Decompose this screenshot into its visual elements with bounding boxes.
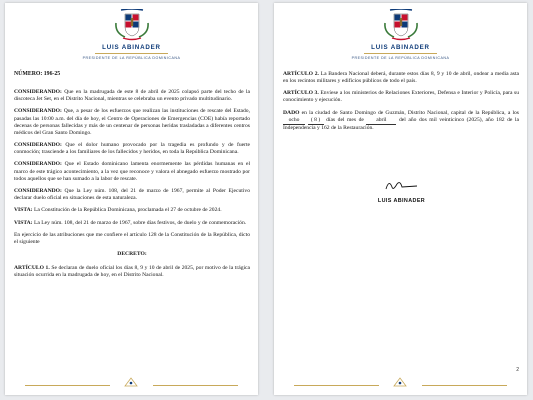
articulo-2-label: ARTÍCULO 2. [283, 71, 319, 77]
articulo-3-text: Envíese a los ministerios de Relaciones Exteriores, Defensa e Interior y Policía, para su conocimiento y ejecución. [283, 90, 520, 104]
day-number-field: ( 8 ) [308, 117, 324, 125]
considerando-label: CONSIDERANDO: [14, 161, 62, 168]
articulo-1 [14, 265, 250, 279]
footer-line-right [153, 385, 238, 386]
vista-1-text: La Constitución de la República Dominicana, proclamada el 27 de octubre de 2024. [33, 207, 222, 214]
articulo-1-label: ARTÍCULO 1. [14, 265, 50, 272]
articulo-1-text: Se declaran de duelo oficial los días 8, 9 y 10 de abril de 2025, por motivo de la trágica situación ocurrida en la madrugada de hoy, en el Distrito Nacional. [14, 265, 251, 279]
header-name: LUIS ABINADER [102, 44, 161, 51]
header-subtitle: PRESIDENTE DE LA REPÚBLICA DOMINICANA [82, 56, 181, 60]
page-footer [274, 377, 527, 387]
footer-line-right [422, 385, 507, 386]
dado-text-b: días del mes de [326, 116, 364, 123]
page-footer [5, 377, 258, 387]
day-words-field: ocho [283, 117, 305, 125]
dado-text-c: del año dos mil veinticinco (2025), año 182 de la Independencia y 162 de la Restauración. [283, 116, 519, 131]
footer-line-left [294, 385, 379, 386]
decree-body-page-2 [283, 71, 519, 137]
considerando-1-text: Que en la madrugada de este 8 de abril de 2025 colapsó parte del techo de la discoteca Jet Set, en el Distrito Nacional, mientras se celebraba un evento privado multitudinario. [14, 89, 250, 103]
dado-paragraph [283, 110, 519, 132]
considerando-3-text: Que el dolor humano provocado por la tragedia es profundo y de fuerte conmoción; trasciende a los familiares de los fallecidos y heridos, en toda la República Dominicana. [14, 142, 250, 156]
coat-of-arms-icon [382, 9, 420, 41]
document-page-2 [274, 3, 527, 395]
considerando-5-text: Que la Ley núm. 108, del 21 de marzo de 1967, permite al Poder Ejecutivo declarar duelo oficial en situaciones de esta naturaleza. [14, 187, 250, 201]
considerando-label: CONSIDERANDO: [14, 187, 62, 194]
articulo-3 [283, 90, 519, 104]
considerando-label: CONSIDERANDO: [14, 108, 62, 115]
ejercicio-paragraph: En ejercicio de las atribuciones que me confiere el artículo 128 de la Constitución de la República, dicto el siguiente [14, 231, 250, 245]
page-number: 2 [516, 367, 519, 373]
header-name: LUIS ABINADER [371, 44, 430, 51]
signer-name: LUIS ABINADER [377, 198, 426, 204]
vista-2-text: La Ley núm. 108, del 21 de marzo de 1967, sobre días festivos, de duelo y de conmemoración. [33, 219, 247, 226]
decree-body-page-1 [14, 71, 250, 285]
considerando-1 [14, 89, 250, 103]
considerando-label: CONSIDERANDO: [14, 89, 62, 96]
vista-2 [14, 220, 250, 227]
month-field: abril [366, 117, 396, 125]
footer-emblem-icon [121, 377, 141, 387]
articulo-2 [283, 71, 519, 85]
considerando-label: CONSIDERANDO: [14, 142, 62, 149]
header-divider [364, 53, 437, 54]
header-divider [95, 53, 168, 54]
articulo-2-text: La Bandera Nacional deberá, durante estos días 8, 9 y 10 de abril, ondear a media asta en los recintos militares y edificios públicos de todo el país. [283, 71, 519, 85]
footer-emblem-icon [390, 377, 410, 387]
considerando-4-text: Que el Estado dominicano lamenta enormemente las pérdidas humanas en el marco de este trágico acontecimiento, a la vez que reconoce y valora el abnegado esfuerzo mostrado por todos aquellos que se han sumado a la labor de rescate. [14, 161, 251, 182]
considerando-3 [14, 142, 250, 156]
considerando-2-text: Que, a pesar de los esfuerzos que realizan las instituciones de rescate del Estado, pasadas las 10:00 a.m. del día de hoy, el Centro de Operaciones de Emergencias (COE) había reportado decenas de personas fallecidas y más de un centenar de personas heridas trasladadas a diferentes centros médicos del Gran Santo Domingo. [14, 108, 251, 136]
considerando-2 [14, 108, 250, 136]
dado-label: DADO [283, 109, 300, 116]
vista-1 [14, 207, 250, 214]
signature-block [354, 175, 449, 204]
vista-label: VISTA: [14, 207, 33, 214]
footer-line-left [25, 385, 110, 386]
considerando-4 [14, 161, 250, 182]
considerando-5 [14, 188, 250, 202]
coat-of-arms-icon [113, 9, 151, 41]
decree-number: NÚMERO: 196-25 [14, 71, 61, 77]
articulo-3-label: ARTÍCULO 3. [283, 90, 319, 97]
header-subtitle: PRESIDENTE DE LA REPÚBLICA DOMINICANA [351, 56, 450, 60]
vista-label: VISTA: [14, 219, 33, 226]
signature-icon [383, 175, 421, 195]
document-page-1 [5, 3, 258, 395]
dado-text-a: en la ciudad de Santo Domingo de Guzmán, Distrito Nacional, capital de la República, a los [301, 109, 519, 116]
decreto-heading: DECRETO: [117, 251, 147, 258]
